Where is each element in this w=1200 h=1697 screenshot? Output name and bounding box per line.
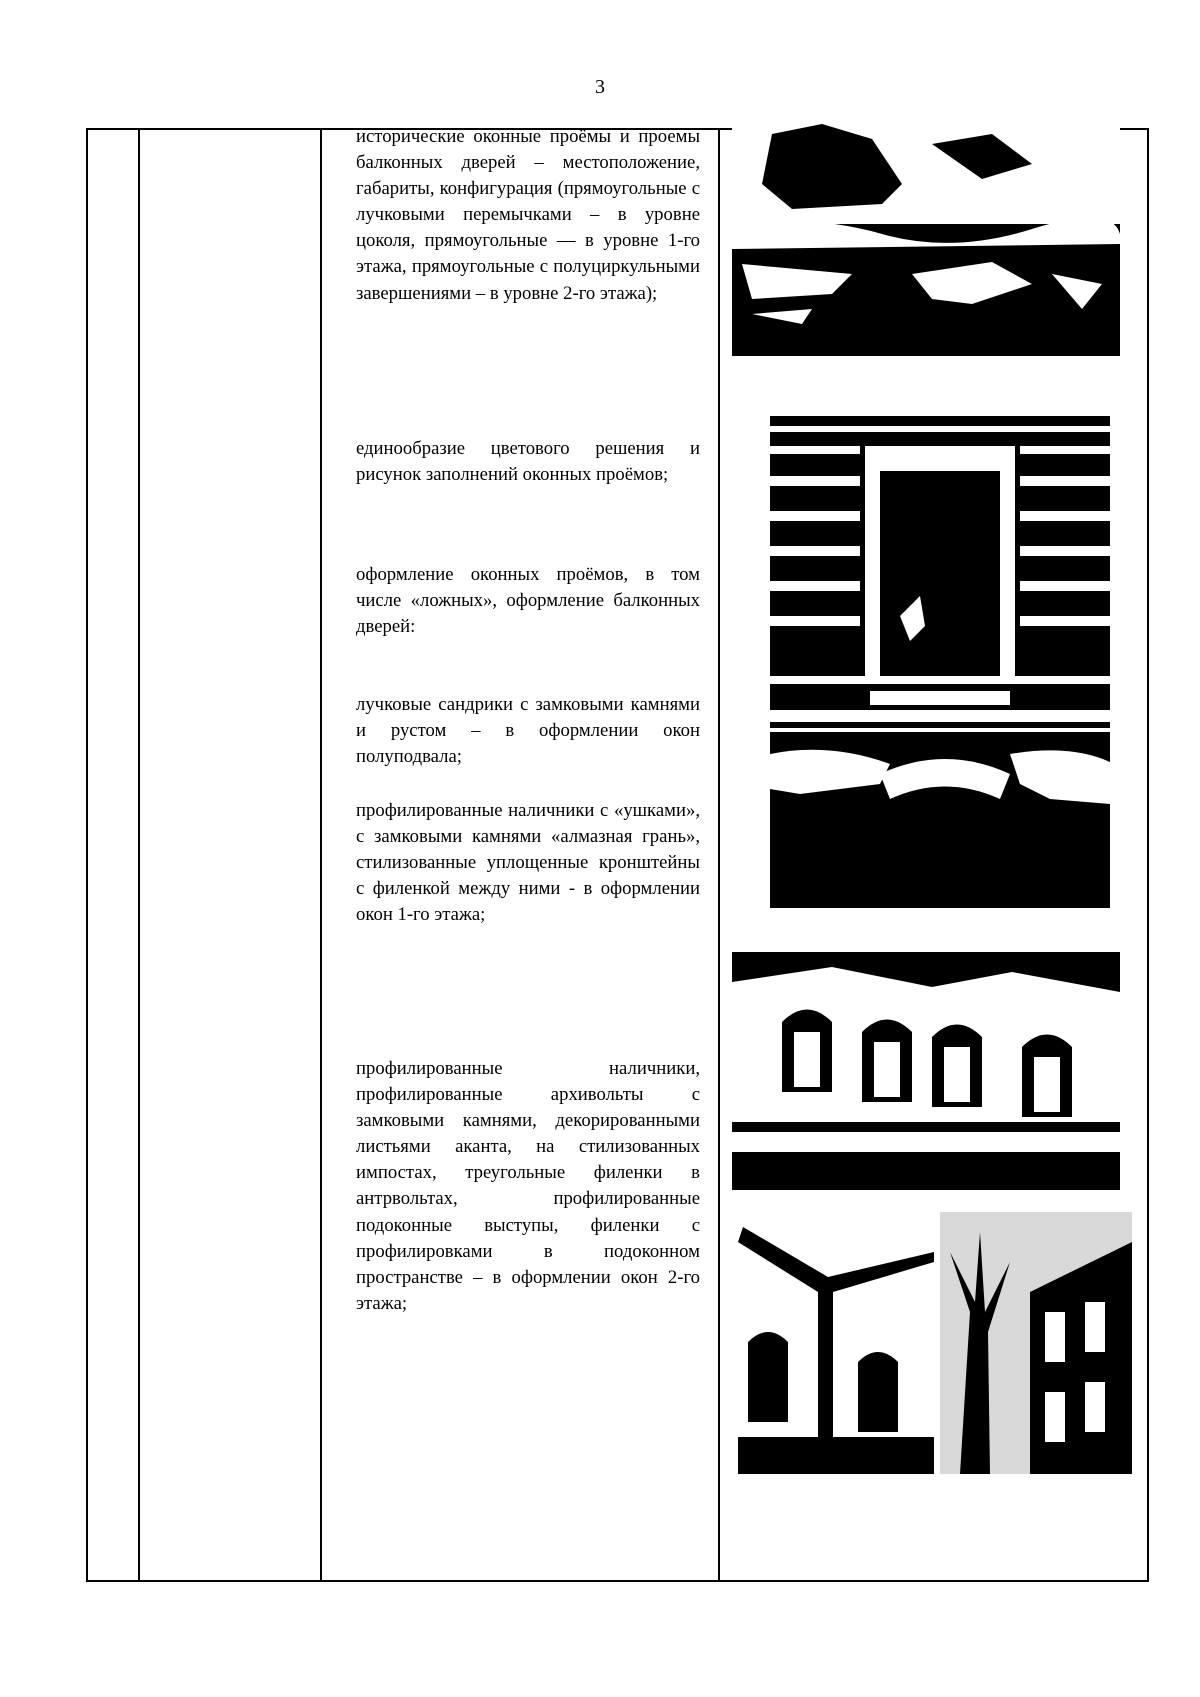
photo-first-floor-window (770, 416, 1110, 710)
feature-text-first-floor-windows: профилированные наличники с «ушками», с замковыми камнями «алмазная грань», стилизованные уплощенные кронштейны с филенкой между ними - в оформлении окон 1-го этажа; (356, 800, 700, 926)
photo-basement-window-arch (732, 124, 1120, 356)
column-divider (138, 130, 140, 1580)
page-number: 3 (595, 76, 605, 98)
photo-second-floor-arched-windows (732, 952, 1120, 1190)
monument-features-table (86, 128, 1149, 1582)
feature-text-basement-windows: лучковые сандрики с замковыми камнями и рустом – в оформлении окон полуподвала; (356, 694, 700, 768)
feature-text-window-fill: единообразие цветового решения и рисунок заполнений оконных проёмов; (356, 438, 700, 486)
photo-basement-window-sandrik (770, 714, 1110, 908)
feature-text-window-decoration: оформление оконных проёмов, в том числе «ложных», оформление балконных дверей: (356, 564, 700, 638)
feature-text-second-floor-windows: профилированные наличники, профилированные архивольты с замковыми камнями, декорированными листьями аканта, на стилизованных импостах, треугольные филенки в антрвольтах, профилированные подоконные выступы, филенки с профилировками в подоконном пространстве – в оформлении окон 2-го этажа; (356, 1058, 700, 1314)
column-divider (320, 130, 322, 1580)
column-divider (718, 130, 720, 1580)
photo-building-corner (738, 1222, 934, 1474)
photo-facade-with-trees (940, 1212, 1132, 1474)
feature-text-window-openings: исторические оконные проёмы и проемы балконных дверей – местоположение, габариты, конфигурация (прямоугольные с лучковыми перемычками – в уровне цоколя, прямоугольные — в уровне 1-го этажа, прямоугольные с полуциркульными завершениями – в уровне 2-го этажа); (356, 126, 700, 304)
